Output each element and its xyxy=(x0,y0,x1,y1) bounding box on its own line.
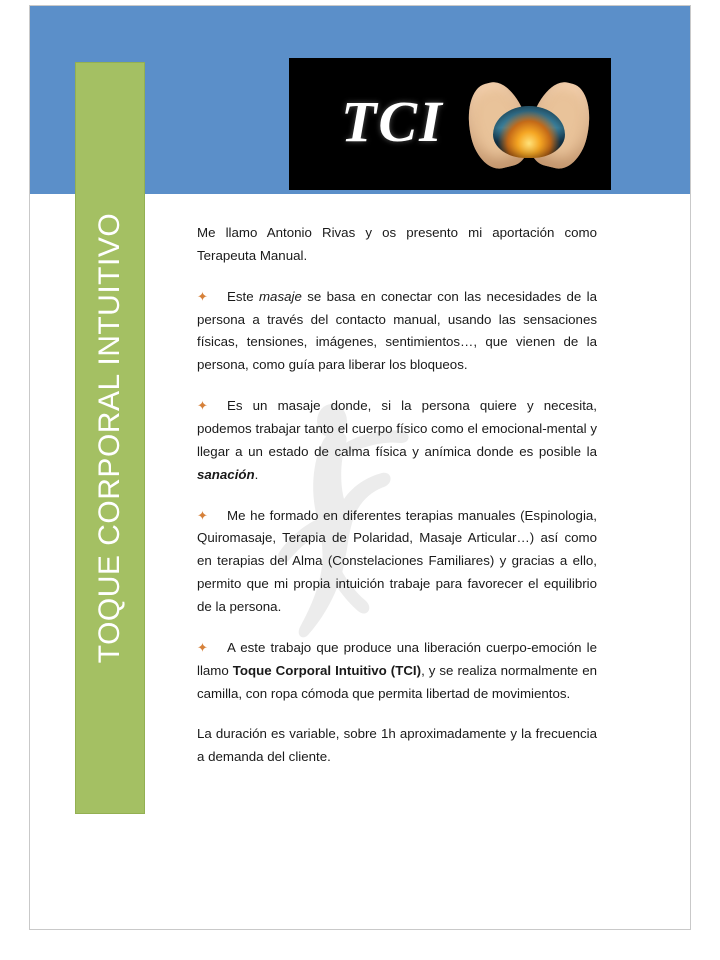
paragraph-tci-definicion xyxy=(197,637,597,706)
logo-text-tci: TCI xyxy=(341,89,444,154)
bullet-icon: ✦ xyxy=(197,639,208,655)
paragraph-cuerpo-emocion-text: Es un masaje donde, si la persona quiere y necesita, podemos trabajar tanto el cuerpo físico como el emocional-mental y llegar a un estado de calma física y anímica donde es posible la sanación. xyxy=(197,398,597,482)
paragraph-masaje xyxy=(197,286,597,377)
bullet-icon: ✦ xyxy=(197,398,208,414)
paragraph-intro-text: Me llamo Antonio Rivas y os presento mi aportación como Terapeuta Manual. xyxy=(197,225,597,263)
paragraph-formacion xyxy=(197,505,597,619)
hands-holding-sunset-icon xyxy=(469,72,589,178)
logo-block xyxy=(289,58,611,190)
paragraph-tci-definicion-text: A este trabajo que produce una liberación cuerpo-emoción le llamo Toque Corporal Intuitivo (TCI), y se realiza normalmente en camilla, con ropa cómoda que permita libertad de movimientos. xyxy=(197,639,597,701)
body-text xyxy=(197,222,597,787)
vertical-title-text: TOQUE CORPORAL INTUITIVO xyxy=(93,212,126,664)
paragraph-duracion xyxy=(197,723,597,769)
paragraph-masaje-text: Este masaje se basa en conectar con las necesidades de la persona a través del contacto manual, usando las sensaciones físicas, tensiones, imágenes, sentimientos…, que vienen de la persona, como guía para liberar los bloqueos. xyxy=(197,288,597,373)
paragraph-formacion-text: Me he formado en diferentes terapias manuales (Espinologia, Quiromasaje, Terapia de Polaridad, Masaje Articular…) así como en terapias del Alma (Constelaciones Familiares) y gracias a ello, permito que mi propia intuición trabaje para favorecer el equilibrio de la persona. xyxy=(197,507,597,615)
paragraph-cuerpo-emocion xyxy=(197,395,597,486)
paragraph-duracion-text: La duración es variable, sobre 1h aproximadamente y la frecuencia a demanda del cliente. xyxy=(197,726,597,765)
bullet-icon: ✦ xyxy=(197,288,208,304)
vertical-title-bar xyxy=(75,62,145,814)
bullet-icon: ✦ xyxy=(197,507,208,523)
sunset-sphere-shape xyxy=(493,106,565,158)
paragraph-intro xyxy=(197,222,597,268)
